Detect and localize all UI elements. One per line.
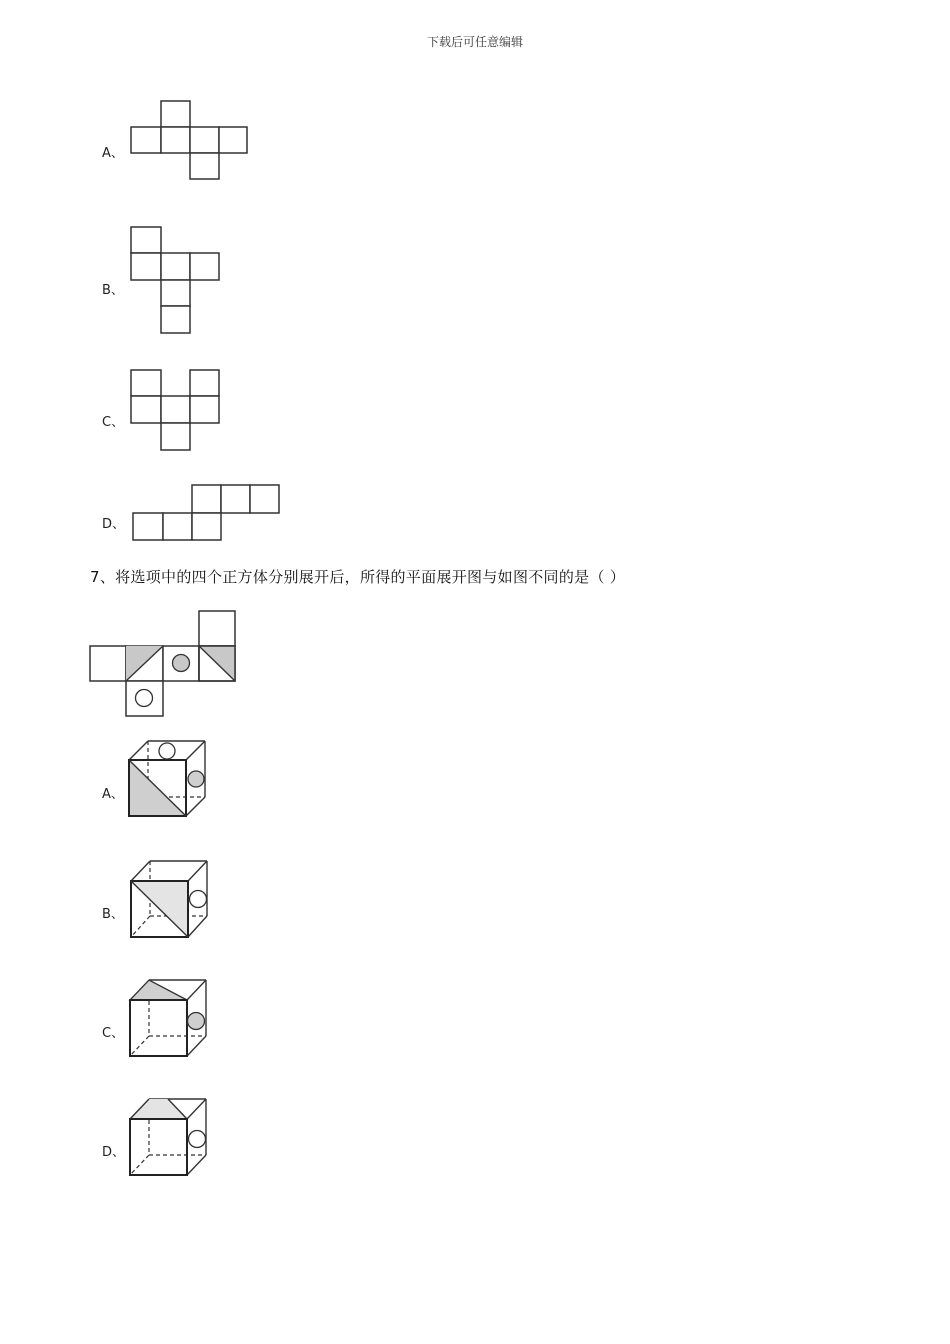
cube-option-d-label: D、 [102,1145,126,1160]
question-7-text: 7、将选项中的四个正方体分别展开后，所得的平面展开图与如图不同的是（ ） [90,568,626,586]
net-option-b-label: B、 [102,283,124,298]
net-option-d-label: D、 [102,517,126,532]
net-option-a-label: A、 [102,146,124,161]
cube-option-a-label: A、 [102,787,124,802]
page-header: 下载后可任意编辑 [426,35,523,49]
cube-option-b-label: B、 [102,907,124,922]
cube-option-c-label: C、 [102,1026,125,1041]
net-option-c-label: C、 [102,415,125,430]
